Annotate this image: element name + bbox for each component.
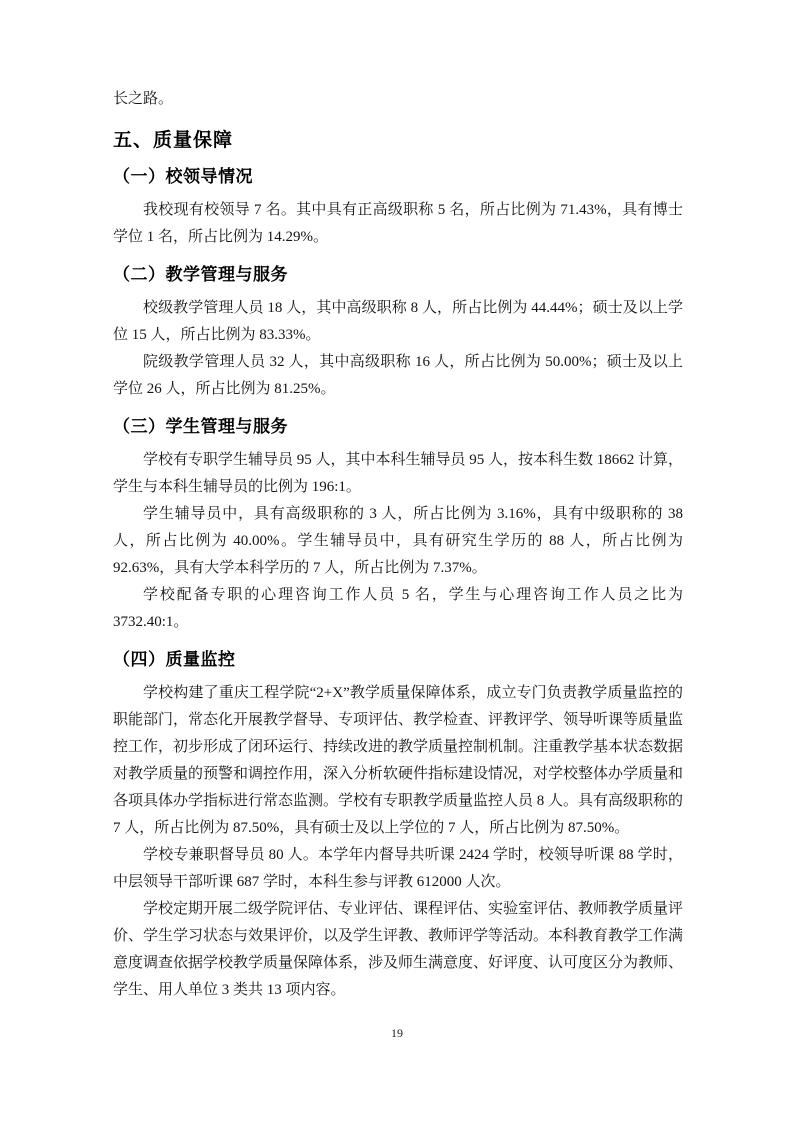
body-paragraph: 我校现有校领导 7 名。其中具有正高级职称 5 名，所占比例为 71.43%，具有博士学位 1 名，所占比例为 14.29%。	[113, 202, 683, 245]
body-paragraph: 学校定期开展二级学院评估、专业评估、课程评估、实验室评估、教师教学质量评价、学生学习状态与效果评价，以及学生评教、教师评学等活动。本科教育教学工作满意度调查依据学校教学质量保障体系，涉及师生满意度、好评度、认可度区分为教师、学生、用人单位 3 类共 13 项内容。	[113, 901, 684, 998]
document-content	[113, 86, 683, 1004]
continuation-paragraph: 长之路。	[113, 91, 174, 107]
body-paragraph: 院级教学管理人员 32 人，其中高级职称 16 人，所占比例为 50.00%；硕士及以上学位 26 人，所占比例为 81.25%。	[113, 354, 683, 397]
section-heading-3: （三）学生管理与服务	[113, 417, 288, 436]
body-paragraph: 学校配备专职的心理咨询工作人员 5 名，学生与心理咨询工作人员之比为 3732.40:1。	[113, 587, 683, 630]
body-paragraph: 学生辅导员中，具有高级职称的 3 人，所占比例为 3.16%，具有中级职称的 38 人，所占比例为 40.00%。学生辅导员中，具有研究生学历的 88 人，所占比例为 92.63%，具有大学本科学历的 7 人，所占比例为 7.37%。	[113, 506, 683, 576]
body-paragraph: 学校有专职学生辅导员 95 人，其中本科生辅导员 95 人，按本科生数 18662 计算，学生与本科生辅导员的比例为 196:1。	[113, 452, 684, 495]
section-heading-2: （二）教学管理与服务	[113, 265, 288, 284]
body-paragraph: 学校构建了重庆工程学院“2+X”教学质量保障体系，成立专门负责教学质量监控的职能部门，常态化开展教学督导、专项评估、教学检查、评教评学、领导听课等质量监控工作，初步形成了闭环运行、持续改进的教学质量控制机制。注重教学基本状态数据对教学质量的预警和调控作用，深入分析软硬件指标建设情况，对学校整体办学质量和各项具体办学指标进行常态监测。学校有专职教学质量监控人员 8 人。具有高级职称的 7 人，所占比例为 87.50%，具有硕士及以上学位的 7 人，所占比例为 87.50%。	[113, 685, 684, 836]
page-number: 19	[391, 1026, 403, 1040]
body-paragraph: 校级教学管理人员 18 人，其中高级职称 8 人，所占比例为 44.44%；硕士及以上学位 15 人，所占比例为 83.33%。	[113, 300, 683, 343]
chapter-heading: 五、质量保障	[113, 130, 234, 151]
section-heading-4: （四）质量监控	[113, 650, 236, 669]
body-paragraph: 学校专兼职督导员 80 人。本学年内督导共听课 2424 学时，校领导听课 88 学时，中层领导干部听课 687 学时，本科生参与评教 612000 人次。	[113, 847, 683, 890]
section-heading-1: （一）校领导情况	[113, 167, 253, 186]
